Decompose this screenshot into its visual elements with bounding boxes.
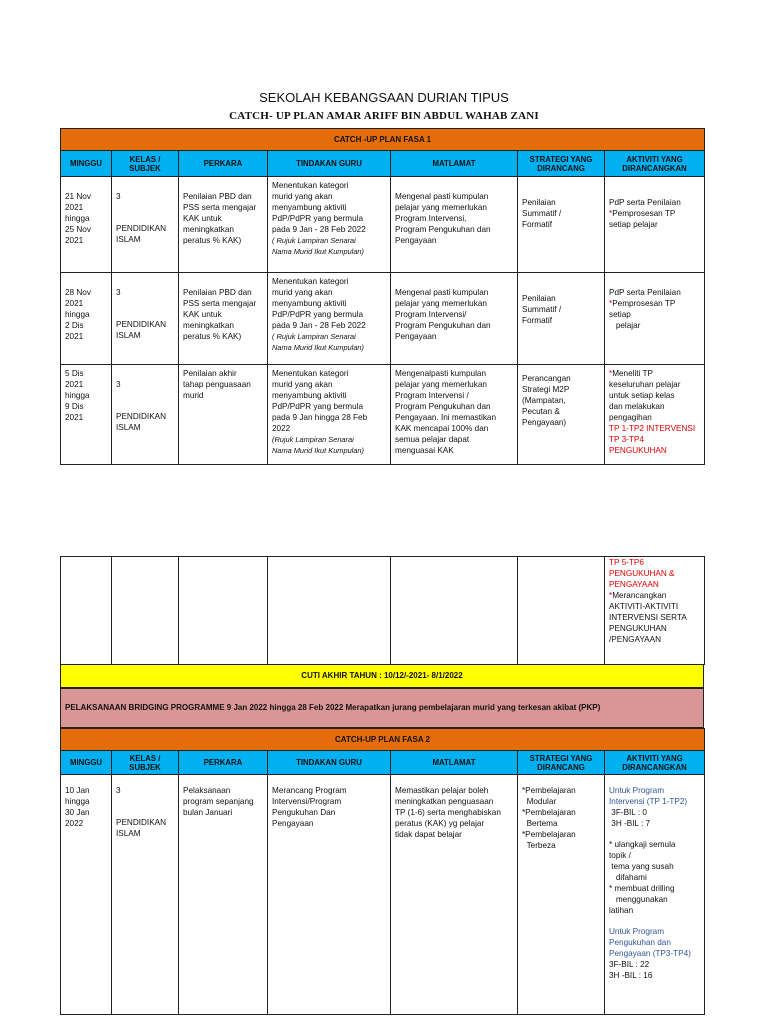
fasa2-title: CATCH-UP PLAN FASA 2	[61, 729, 705, 751]
table-header	[61, 751, 705, 775]
matlamat-cell: Mengenalpasti kumpulan pelajar yang memerlukan Program Intervensi / Program Pengukuhan dan Pengayaan. Ini memastikan KAK mencapai 100% dan semua pelajar dapat menguasai KAK	[391, 365, 518, 465]
strategi-cell: *Pembelajaran Modular *Pembelajaran Bertema *Pembelajaran Terbeza	[518, 775, 605, 1015]
fasa1-table	[60, 128, 705, 465]
header-kelas: KELAS / SUBJEK	[112, 751, 179, 775]
kelas-cell: 3 PENDIDIKAN ISLAM	[112, 177, 179, 273]
header-strategi: STRATEGI YANG DIRANCANG	[518, 751, 605, 775]
matlamat-cell: Mengenal pasti kumpulan pelajar yang memerlukan Program Intervensi, Program Pengukuhan dan Pengayaan	[391, 177, 518, 273]
tindakan-cell: Merancang Program Intervensi/Program Pengukuhan Dan Pengayaan	[268, 775, 391, 1015]
header-tindakan: TINDAKAN GURU	[268, 751, 391, 775]
kelas-cell: 3 PENDIDIKAN ISLAM	[112, 273, 179, 365]
header-aktiviti: AKTIVITI YANG DIRANCANGKAN	[605, 751, 705, 775]
perkara-cell: Penilaian akhir tahap penguasaan murid	[179, 365, 268, 465]
matlamat-cell: Memastikan pelajar boleh meningkatkan penguasaan TP (1-6) serta menghabiskan peratus (KAK) yg pelajar tidak dapat belajar	[391, 775, 518, 1015]
aktiviti-cell: PdP serta Penilaian *Pemprosesan TP setiap pelajar	[605, 273, 705, 365]
tindakan-cell: Menentukan kategori murid yang akan menyambung aktiviti PdP/PdPR yang bermula pada 9 Jan - 28 Feb 2022 ( Rujuk Lampiran Senarai Nama Murid Ikut Kumpulan)	[268, 177, 391, 273]
minggu-cell: 21 Nov 2021 hingga 25 Nov 2021	[61, 177, 112, 273]
tindakan-cell: Menentukan kategori murid yang akan menyambung aktiviti PdP/PdPR yang bermula pada 9 Jan hingga 28 Feb 2022 (Rujuk Lampiran Senarai Nama Murid Ikut Kumpulan)	[268, 365, 391, 465]
kelas-cell: 3 PENDIDIKAN ISLAM	[112, 775, 179, 1015]
strategi-cell: Penilaian Summatif / Formatif	[518, 177, 605, 273]
kelas-cell	[112, 557, 179, 665]
header-matlamat: MATLAMAT	[391, 151, 518, 177]
strategi-cell	[518, 557, 605, 665]
header-perkara: PERKARA	[179, 151, 268, 177]
matlamat-cell: Mengenal pasti kumpulan pelajar yang memerlukan Program Intervensi/ Program Pengukuhan dan Pengayaan	[391, 273, 518, 365]
fasa1-title: CATCH -UP PLAN FASA 1	[61, 129, 705, 151]
minggu-cell: 28 Nov 2021 hingga 2 Dis 2021	[61, 273, 112, 365]
aktiviti-cell: PdP serta Penilaian *Pemprosesan TP setiap pelajar	[605, 177, 705, 273]
table-row	[61, 775, 705, 1015]
cuti-band: CUTI AKHIR TAHUN : 10/12/-2021- 8/1/2022	[60, 664, 704, 688]
strategi-cell: Penilaian Summatif / Formatif	[518, 273, 605, 365]
header-kelas: KELAS / SUBJEK	[112, 151, 179, 177]
strategi-cell: Perancangan Strategi M2P (Mampatan, Pecutan & Pengayaan)	[518, 365, 605, 465]
aktiviti-cell: Untuk Program Intervensi (TP 1-TP2) 3F-BIL : 0 3H -BIL : 7 * ulangkaji semula topik / tema yang susah difahami * membuat drilling menggunakan latihan Untuk Program Pengukuhan dan Pengayaan (TP3-TP4) 3F-BIL : 22 3H -BIL : 16	[605, 775, 705, 1015]
aktiviti-cell: *Meneliti TP keseluruhan pelajar untuk setiap kelas dan melakukan pengagihan TP 1-TP2 INTERVENSI TP 3-TP4 PENGUKUHAN	[605, 365, 705, 465]
header-minggu: MINGGU	[61, 751, 112, 775]
perkara-cell: Penilaian PBD dan PSS serta mengajar KAK untuk meningkatkan peratus % KAK)	[179, 177, 268, 273]
table-header	[61, 151, 705, 177]
minggu-cell: 10 Jan hingga 30 Jan 2022	[61, 775, 112, 1015]
header-matlamat: MATLAMAT	[391, 751, 518, 775]
header-strategi: STRATEGI YANG DIRANCANG	[518, 151, 605, 177]
perkara-cell: Pelaksanaan program sepanjang bulan Januari	[179, 775, 268, 1015]
plan-title: CATCH- UP PLAN AMAR ARIFF BIN ABDUL WAHAB ZANI	[229, 110, 539, 122]
fasa2-table	[60, 728, 705, 1015]
tindakan-cell: Menentukan kategori murid yang akan menyambung aktiviti PdP/PdPR yang bermula pada 9 Jan - 28 Feb 2022 ( Rujuk Lampiran Senarai Nama Murid Ikut Kumpulan)	[268, 273, 391, 365]
bridging-band: PELAKSANAAN BRIDGING PROGRAMME 9 Jan 2022 hingga 28 Feb 2022 Merapatkan jurang pembelajaran murid yang terkesan akibat (PKP)	[60, 688, 704, 728]
matlamat-cell	[391, 557, 518, 665]
continuation-table	[60, 556, 705, 665]
table-row	[61, 365, 705, 465]
table-row	[61, 273, 705, 365]
perkara-cell	[179, 557, 268, 665]
header-minggu: MINGGU	[61, 151, 112, 177]
header-aktiviti: AKTIVITI YANG DIRANCANGKAN	[605, 151, 705, 177]
minggu-cell: 5 Dis 2021 hingga 9 Dis 2021	[61, 365, 112, 465]
minggu-cell	[61, 557, 112, 665]
table-row	[61, 557, 705, 665]
header-tindakan: TINDAKAN GURU	[268, 151, 391, 177]
table-row	[61, 177, 705, 273]
aktiviti-cell: TP 5-TP6 PENGUKUHAN & PENGAYAAN *Merancangkan AKTIVITI-AKTIVITI INTERVENSI SERTA PENGUKUHAN /PENGAYAAN	[605, 557, 705, 665]
kelas-cell: 3 PENDIDIKAN ISLAM	[112, 365, 179, 465]
school-name: SEKOLAH KEBANGSAAN DURIAN TIPUS	[259, 90, 509, 105]
perkara-cell: Penilaian PBD dan PSS serta mengajar KAK untuk meningkatkan peratus % KAK)	[179, 273, 268, 365]
header-perkara: PERKARA	[179, 751, 268, 775]
tindakan-cell	[268, 557, 391, 665]
